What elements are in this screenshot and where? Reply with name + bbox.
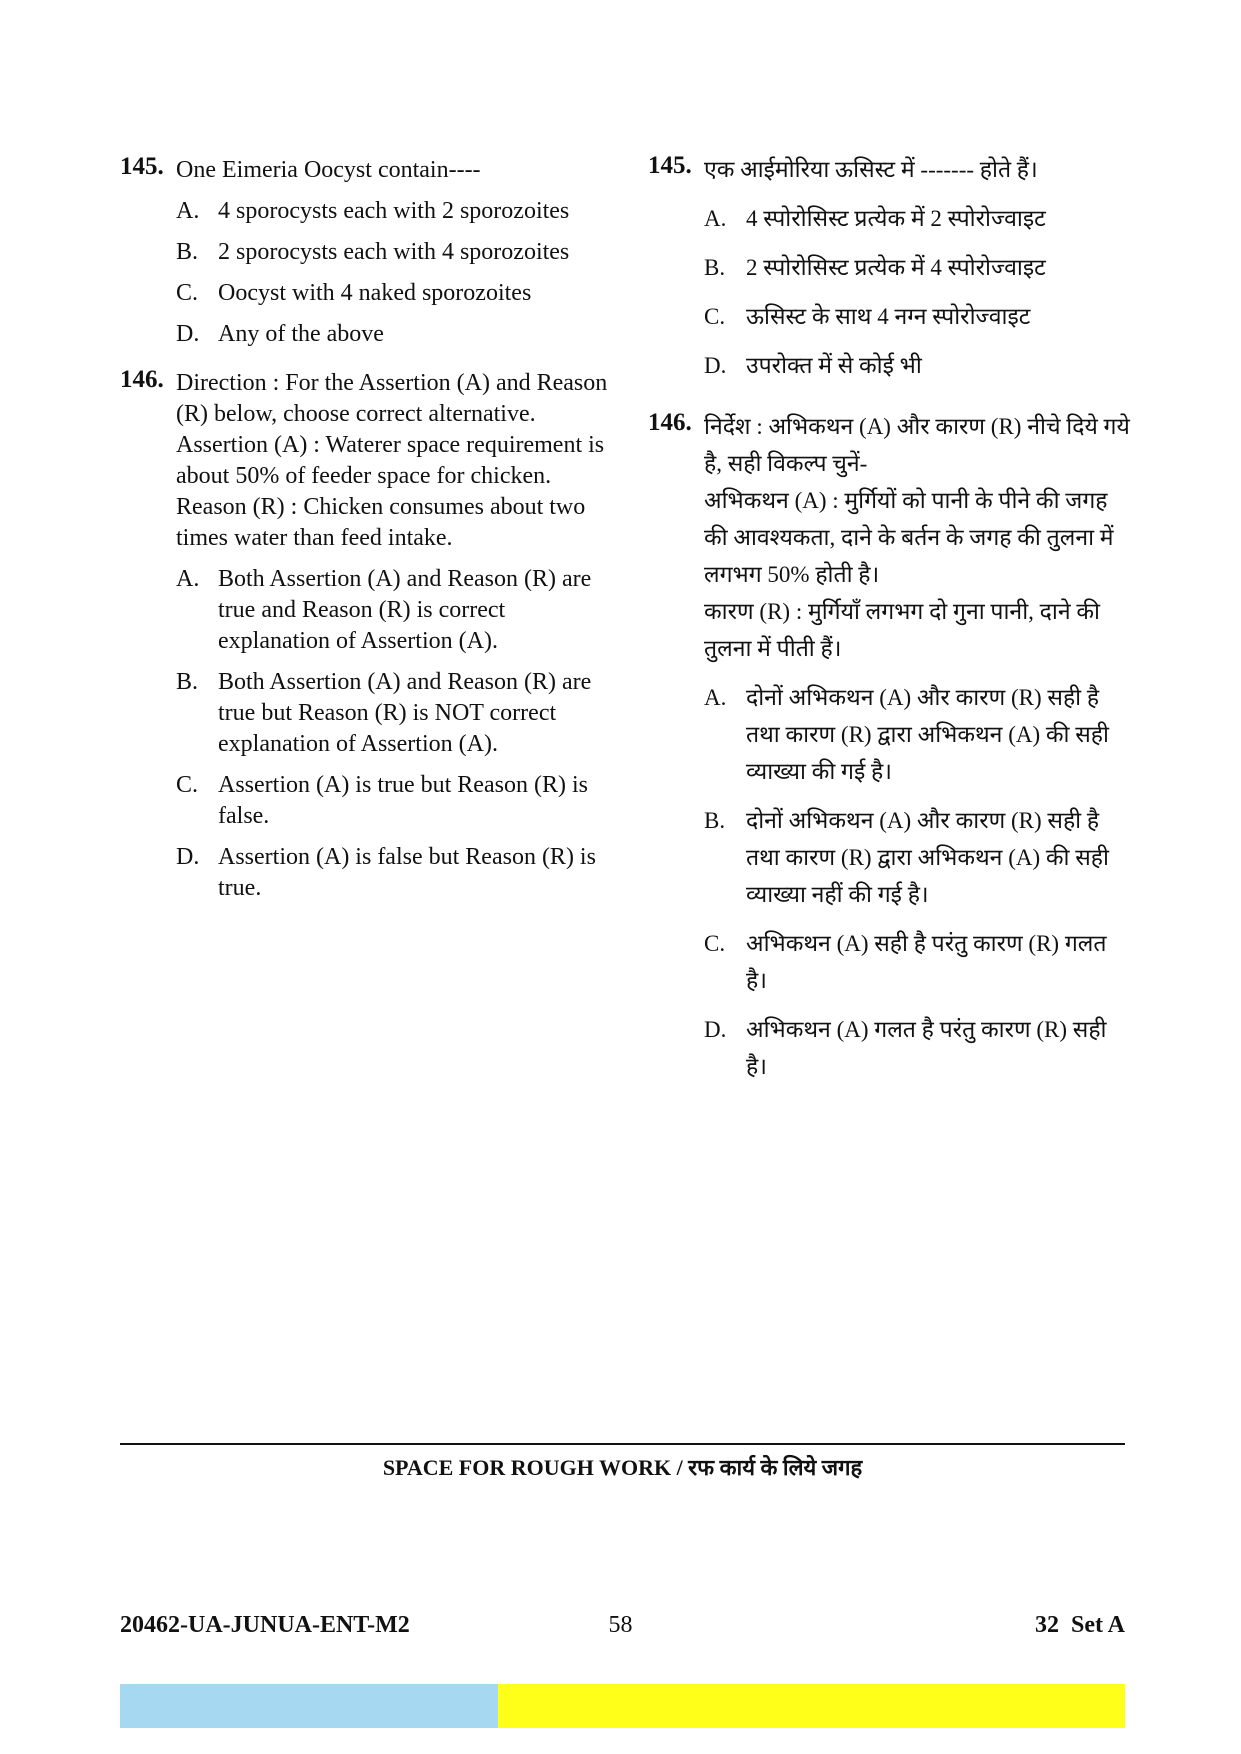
set-label: 32 Set A [1035, 1612, 1125, 1638]
option-letter: C. [176, 772, 199, 798]
color-bar-yellow [498, 1684, 1125, 1728]
option-c [704, 298, 1130, 335]
option-c [704, 925, 1130, 999]
question-146-en [120, 368, 610, 904]
question-assertion: अभिकथन (A) : मुर्गियों को पानी के पीने की जगह की आवश्यकता, दाने के बर्तन के जगह की तुलना में लगभग 50% होती है। [704, 488, 1114, 587]
option-letter: B. [176, 669, 199, 695]
english-column [120, 0, 610, 904]
option-text: Any of the above [218, 321, 384, 347]
question-number: 146. [120, 366, 164, 393]
option-letter: A. [704, 685, 727, 710]
option-text: Oocyst with 4 naked sporozoites [218, 280, 532, 306]
option-letter: D. [704, 353, 727, 378]
option-text: अभिकथन (A) गलत है परंतु कारण (R) सही है। [746, 1017, 1107, 1079]
booklet-code: 20462-UA-JUNUA-ENT-M2 [120, 1612, 410, 1638]
question-stem: एक आईमोरिया ऊसिस्ट में ------- होते हैं। [704, 157, 1038, 182]
question-number: 145. [120, 153, 164, 180]
option-text: 2 स्पोरोसिस्ट प्रत्येक में 4 स्पोरोज्वाइट [746, 255, 1046, 280]
option-c [176, 770, 610, 832]
option-text: 4 स्पोरोसिस्ट प्रत्येक में 2 स्पोरोज्वाइट [746, 206, 1046, 231]
option-letter: A. [176, 198, 200, 224]
question-reason: कारण (R) : मुर्गियाँ लगभग दो गुना पानी, दाने की तुलना में पीती हैं। [704, 599, 1100, 661]
hindi-column [648, 0, 1130, 1085]
option-text: Assertion (A) is true but Reason (R) is false. [218, 772, 588, 829]
options-list [176, 196, 610, 350]
question-assertion: Assertion (A) : Waterer space requirement is about 50% of feeder space for chicken. [176, 432, 605, 489]
option-text: 4 sporocysts each with 2 sporozoites [218, 198, 570, 224]
rough-work-label: SPACE FOR ROUGH WORK / रफ कार्य के लिये जगह [382, 1455, 863, 1480]
question-stem: One Eimeria Oocyst contain---- [176, 157, 481, 183]
option-d [176, 319, 610, 350]
options-list [176, 564, 610, 904]
option-text: अभिकथन (A) सही है परंतु कारण (R) गलत है। [746, 931, 1107, 993]
option-letter: C. [176, 280, 199, 306]
question-146-hi [648, 408, 1130, 1085]
option-text: दोनों अभिकथन (A) और कारण (R) सही है तथा कारण (R) द्वारा अभिकथन (A) की सही व्याख्या की गई है। [746, 685, 1109, 784]
option-letter: B. [704, 255, 726, 280]
option-letter: C. [704, 931, 726, 956]
question-145-en [120, 155, 610, 350]
option-text: उपरोक्त में से कोई भी [746, 353, 922, 378]
option-text: दोनों अभिकथन (A) और कारण (R) सही है तथा कारण (R) द्वारा अभिकथन (A) की सही व्याख्या नहीं की गई है। [746, 808, 1109, 907]
option-a [704, 200, 1130, 237]
option-b [176, 237, 610, 268]
option-text: Both Assertion (A) and Reason (R) are true but Reason (R) is NOT correct explanation of Assertion (A). [218, 669, 592, 757]
option-text: Assertion (A) is false but Reason (R) is true. [218, 844, 596, 901]
option-letter: B. [704, 808, 726, 833]
option-text: Both Assertion (A) and Reason (R) are true and Reason (R) is correct explanation of Assertion (A). [218, 566, 592, 654]
option-a [176, 564, 610, 657]
option-text: ऊसिस्ट के साथ 4 नग्न स्पोरोज्वाइट [746, 304, 1031, 329]
option-text: 2 sporocysts each with 4 sporozoites [218, 239, 570, 265]
option-letter: C. [704, 304, 726, 329]
option-c [176, 278, 610, 309]
options-list [704, 679, 1130, 1085]
question-direction: Direction : For the Assertion (A) and Reason (R) below, choose correct alternative. [176, 370, 608, 427]
option-b [704, 249, 1130, 286]
option-letter: D. [176, 844, 200, 870]
option-letter: A. [704, 206, 727, 231]
question-direction: निर्देश : अभिकथन (A) और कारण (R) नीचे दिये गये है, सही विकल्प चुनें- [704, 414, 1130, 476]
question-number: 146. [648, 409, 692, 436]
option-a [176, 196, 610, 227]
option-d [176, 842, 610, 904]
question-reason: Reason (R) : Chicken consumes about two times water than feed intake. [176, 494, 586, 551]
option-letter: D. [176, 321, 200, 347]
question-number: 145. [648, 152, 692, 179]
options-list [704, 200, 1130, 384]
rough-work-divider [120, 1443, 1125, 1445]
option-b [704, 802, 1130, 913]
option-a [704, 679, 1130, 790]
option-b [176, 667, 610, 760]
option-d [704, 347, 1130, 384]
option-letter: A. [176, 566, 200, 592]
option-letter: D. [704, 1017, 727, 1042]
color-bar-blue [120, 1684, 498, 1728]
option-d [704, 1011, 1130, 1085]
question-145-hi [648, 151, 1130, 384]
page-number: 58 [608, 1612, 633, 1638]
option-letter: B. [176, 239, 199, 265]
